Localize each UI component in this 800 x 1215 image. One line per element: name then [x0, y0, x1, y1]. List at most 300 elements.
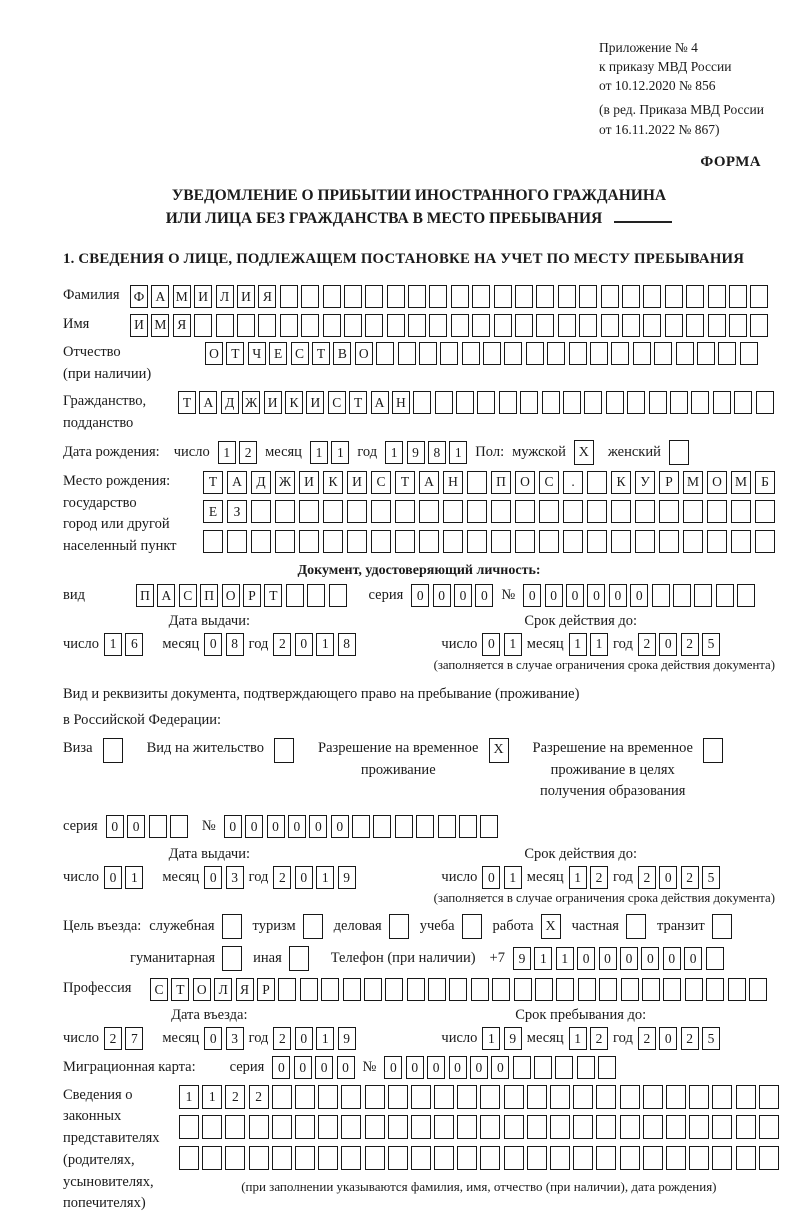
private-checkbox[interactable] [626, 914, 646, 939]
char-cell[interactable] [343, 978, 361, 1001]
char-cell[interactable]: 1 [504, 866, 522, 889]
char-cell[interactable] [729, 314, 747, 337]
char-cell[interactable] [477, 391, 495, 414]
char-cell[interactable]: 0 [587, 584, 605, 607]
char-cell[interactable] [558, 285, 576, 308]
char-cell[interactable] [683, 500, 703, 523]
char-cell[interactable] [579, 314, 597, 337]
char-cell[interactable] [652, 584, 670, 607]
char-cell[interactable] [202, 1146, 222, 1170]
char-cell[interactable]: И [130, 314, 148, 337]
char-cell[interactable] [429, 285, 447, 308]
char-cell[interactable] [550, 1115, 570, 1139]
char-cell[interactable] [759, 1115, 779, 1139]
char-cell[interactable]: Р [257, 978, 275, 1001]
char-cell[interactable] [689, 1115, 709, 1139]
char-cell[interactable] [643, 285, 661, 308]
char-cell[interactable] [323, 500, 343, 523]
char-cell[interactable] [659, 500, 679, 523]
char-cell[interactable] [666, 1085, 686, 1109]
char-cell[interactable]: Ж [242, 391, 260, 414]
char-cell[interactable] [272, 1146, 292, 1170]
char-cell[interactable] [434, 1146, 454, 1170]
char-cell[interactable] [480, 1085, 500, 1109]
char-cell[interactable] [563, 530, 583, 553]
char-cell[interactable] [643, 314, 661, 337]
char-cell[interactable] [341, 1085, 361, 1109]
char-cell[interactable]: 0 [295, 866, 313, 889]
char-cell[interactable]: 0 [433, 584, 451, 607]
char-cell[interactable] [601, 314, 619, 337]
char-cell[interactable] [622, 314, 640, 337]
char-cell[interactable] [407, 978, 425, 1001]
char-cell[interactable] [237, 314, 255, 337]
char-cell[interactable]: И [299, 471, 319, 494]
char-cell[interactable]: О [515, 471, 535, 494]
char-cell[interactable]: Р [243, 584, 261, 607]
char-cell[interactable]: 1 [482, 1027, 500, 1050]
char-cell[interactable]: 1 [569, 1027, 587, 1050]
char-cell[interactable] [411, 1146, 431, 1170]
char-cell[interactable] [694, 584, 712, 607]
char-cell[interactable]: М [731, 471, 751, 494]
char-cell[interactable]: 1 [504, 633, 522, 656]
char-cell[interactable]: 2 [590, 866, 608, 889]
residence-permit-checkbox[interactable] [274, 738, 294, 763]
char-cell[interactable] [504, 342, 522, 365]
char-cell[interactable]: 9 [513, 947, 531, 970]
char-cell[interactable] [683, 530, 703, 553]
char-cell[interactable]: 7 [125, 1027, 143, 1050]
char-cell[interactable]: 2 [681, 1027, 699, 1050]
char-cell[interactable] [467, 471, 487, 494]
char-cell[interactable] [504, 1115, 524, 1139]
char-cell[interactable]: И [306, 391, 324, 414]
char-cell[interactable] [428, 978, 446, 1001]
char-cell[interactable] [388, 1115, 408, 1139]
business-checkbox[interactable] [389, 914, 409, 939]
char-cell[interactable]: 0 [331, 815, 349, 838]
char-cell[interactable] [665, 285, 683, 308]
char-cell[interactable] [321, 978, 339, 1001]
char-cell[interactable] [416, 815, 434, 838]
char-cell[interactable]: 1 [202, 1085, 222, 1109]
char-cell[interactable]: 0 [482, 866, 500, 889]
char-cell[interactable]: 1 [590, 633, 608, 656]
char-cell[interactable] [536, 314, 554, 337]
char-cell[interactable] [323, 314, 341, 337]
char-cell[interactable]: 8 [428, 441, 446, 464]
char-cell[interactable] [376, 342, 394, 365]
char-cell[interactable]: 8 [226, 633, 244, 656]
char-cell[interactable] [202, 1115, 222, 1139]
char-cell[interactable] [275, 500, 295, 523]
char-cell[interactable]: К [611, 471, 631, 494]
char-cell[interactable]: Т [203, 471, 223, 494]
char-cell[interactable] [149, 815, 167, 838]
char-cell[interactable]: Я [236, 978, 254, 1001]
char-cell[interactable]: 0 [449, 1056, 467, 1079]
char-cell[interactable] [341, 1115, 361, 1139]
tourism-checkbox[interactable] [303, 914, 323, 939]
char-cell[interactable] [514, 978, 532, 1001]
char-cell[interactable] [527, 1115, 547, 1139]
char-cell[interactable] [536, 285, 554, 308]
char-cell[interactable] [494, 285, 512, 308]
char-cell[interactable] [573, 1146, 593, 1170]
char-cell[interactable]: 2 [638, 633, 656, 656]
char-cell[interactable] [280, 314, 298, 337]
char-cell[interactable]: . [563, 471, 583, 494]
char-cell[interactable] [659, 530, 679, 553]
char-cell[interactable] [286, 584, 304, 607]
char-cell[interactable] [323, 285, 341, 308]
char-cell[interactable] [347, 500, 367, 523]
char-cell[interactable]: О [193, 978, 211, 1001]
char-cell[interactable] [515, 285, 533, 308]
char-cell[interactable]: 0 [659, 633, 677, 656]
char-cell[interactable] [462, 342, 480, 365]
char-cell[interactable] [203, 530, 223, 553]
char-cell[interactable] [443, 530, 463, 553]
char-cell[interactable]: 2 [681, 866, 699, 889]
work-checkbox[interactable]: X [541, 914, 561, 939]
char-cell[interactable] [434, 1115, 454, 1139]
char-cell[interactable] [395, 500, 415, 523]
char-cell[interactable] [483, 342, 501, 365]
char-cell[interactable]: 1 [534, 947, 552, 970]
char-cell[interactable] [598, 1056, 616, 1079]
char-cell[interactable]: Т [178, 391, 196, 414]
char-cell[interactable]: Я [173, 314, 191, 337]
char-cell[interactable] [550, 1146, 570, 1170]
char-cell[interactable] [731, 530, 751, 553]
char-cell[interactable]: Т [349, 391, 367, 414]
char-cell[interactable]: С [539, 471, 559, 494]
char-cell[interactable]: 5 [702, 633, 720, 656]
char-cell[interactable] [689, 1085, 709, 1109]
char-cell[interactable] [573, 1115, 593, 1139]
char-cell[interactable] [520, 391, 538, 414]
char-cell[interactable] [419, 530, 439, 553]
char-cell[interactable] [413, 391, 431, 414]
char-cell[interactable] [395, 815, 413, 838]
char-cell[interactable] [621, 978, 639, 1001]
char-cell[interactable]: А [419, 471, 439, 494]
char-cell[interactable]: 2 [273, 633, 291, 656]
char-cell[interactable]: М [173, 285, 191, 308]
char-cell[interactable]: 0 [204, 866, 222, 889]
char-cell[interactable]: 9 [504, 1027, 522, 1050]
char-cell[interactable] [457, 1085, 477, 1109]
female-checkbox[interactable] [669, 440, 689, 465]
char-cell[interactable] [480, 815, 498, 838]
char-cell[interactable]: 6 [125, 633, 143, 656]
char-cell[interactable]: 0 [641, 947, 659, 970]
char-cell[interactable]: 2 [590, 1027, 608, 1050]
char-cell[interactable] [596, 1085, 616, 1109]
char-cell[interactable]: 1 [310, 441, 328, 464]
char-cell[interactable] [712, 1115, 732, 1139]
char-cell[interactable] [480, 1115, 500, 1139]
char-cell[interactable] [344, 285, 362, 308]
char-cell[interactable] [665, 314, 683, 337]
char-cell[interactable] [295, 1085, 315, 1109]
char-cell[interactable] [578, 978, 596, 1001]
char-cell[interactable] [590, 342, 608, 365]
char-cell[interactable]: 0 [454, 584, 472, 607]
char-cell[interactable] [341, 1146, 361, 1170]
char-cell[interactable]: Ч [248, 342, 266, 365]
char-cell[interactable]: 0 [384, 1056, 402, 1079]
char-cell[interactable] [299, 530, 319, 553]
char-cell[interactable]: 0 [104, 866, 122, 889]
char-cell[interactable] [411, 1085, 431, 1109]
char-cell[interactable] [676, 342, 694, 365]
male-checkbox[interactable]: X [574, 440, 594, 465]
char-cell[interactable] [670, 391, 688, 414]
char-cell[interactable]: 2 [225, 1085, 245, 1109]
char-cell[interactable] [685, 978, 703, 1001]
char-cell[interactable] [569, 342, 587, 365]
char-cell[interactable] [686, 314, 704, 337]
char-cell[interactable] [216, 314, 234, 337]
char-cell[interactable]: Е [203, 500, 223, 523]
char-cell[interactable] [170, 815, 188, 838]
char-cell[interactable] [301, 285, 319, 308]
char-cell[interactable]: З [227, 500, 247, 523]
char-cell[interactable] [299, 500, 319, 523]
char-cell[interactable] [697, 342, 715, 365]
char-cell[interactable] [731, 500, 751, 523]
char-cell[interactable] [596, 1146, 616, 1170]
char-cell[interactable] [387, 314, 405, 337]
char-cell[interactable] [480, 1146, 500, 1170]
char-cell[interactable]: Л [214, 978, 232, 1001]
study-checkbox[interactable] [462, 914, 482, 939]
char-cell[interactable] [643, 1115, 663, 1139]
char-cell[interactable] [527, 1085, 547, 1109]
char-cell[interactable] [365, 285, 383, 308]
char-cell[interactable] [373, 815, 391, 838]
char-cell[interactable] [388, 1085, 408, 1109]
char-cell[interactable] [318, 1115, 338, 1139]
char-cell[interactable] [755, 530, 775, 553]
char-cell[interactable] [435, 391, 453, 414]
char-cell[interactable] [491, 530, 511, 553]
char-cell[interactable] [713, 391, 731, 414]
other-checkbox[interactable] [289, 946, 309, 971]
char-cell[interactable]: 0 [630, 584, 648, 607]
char-cell[interactable] [398, 342, 416, 365]
char-cell[interactable] [408, 285, 426, 308]
char-cell[interactable]: С [371, 471, 391, 494]
char-cell[interactable] [467, 530, 487, 553]
char-cell[interactable] [307, 584, 325, 607]
char-cell[interactable] [708, 285, 726, 308]
char-cell[interactable]: 0 [663, 947, 681, 970]
char-cell[interactable] [737, 584, 755, 607]
char-cell[interactable]: 9 [407, 441, 425, 464]
char-cell[interactable] [499, 391, 517, 414]
char-cell[interactable] [438, 815, 456, 838]
char-cell[interactable] [411, 1115, 431, 1139]
char-cell[interactable]: Т [226, 342, 244, 365]
char-cell[interactable] [451, 285, 469, 308]
char-cell[interactable]: О [205, 342, 223, 365]
char-cell[interactable] [535, 978, 553, 1001]
char-cell[interactable] [251, 500, 271, 523]
char-cell[interactable] [347, 530, 367, 553]
char-cell[interactable]: 2 [638, 1027, 656, 1050]
official-checkbox[interactable] [222, 914, 242, 939]
char-cell[interactable]: 0 [204, 1027, 222, 1050]
char-cell[interactable] [494, 314, 512, 337]
char-cell[interactable] [539, 530, 559, 553]
char-cell[interactable] [542, 391, 560, 414]
char-cell[interactable]: 2 [638, 866, 656, 889]
char-cell[interactable] [471, 978, 489, 1001]
char-cell[interactable] [456, 391, 474, 414]
char-cell[interactable]: 2 [273, 1027, 291, 1050]
char-cell[interactable] [579, 285, 597, 308]
char-cell[interactable]: 1 [385, 441, 403, 464]
char-cell[interactable]: 0 [411, 584, 429, 607]
char-cell[interactable]: 0 [224, 815, 242, 838]
char-cell[interactable] [547, 342, 565, 365]
char-cell[interactable] [759, 1085, 779, 1109]
char-cell[interactable] [620, 1146, 640, 1170]
char-cell[interactable] [729, 285, 747, 308]
temporary-residence-permit-education-checkbox[interactable] [703, 738, 723, 763]
char-cell[interactable] [750, 314, 768, 337]
char-cell[interactable]: А [157, 584, 175, 607]
char-cell[interactable]: 0 [309, 815, 327, 838]
char-cell[interactable] [750, 285, 768, 308]
char-cell[interactable]: 3 [226, 1027, 244, 1050]
char-cell[interactable] [419, 500, 439, 523]
char-cell[interactable] [666, 1146, 686, 1170]
char-cell[interactable] [673, 584, 691, 607]
char-cell[interactable]: 0 [482, 633, 500, 656]
char-cell[interactable] [736, 1115, 756, 1139]
char-cell[interactable] [620, 1085, 640, 1109]
char-cell[interactable] [736, 1146, 756, 1170]
char-cell[interactable] [295, 1115, 315, 1139]
char-cell[interactable]: Я [258, 285, 276, 308]
char-cell[interactable] [749, 978, 767, 1001]
char-cell[interactable]: 9 [338, 866, 356, 889]
char-cell[interactable] [712, 1085, 732, 1109]
char-cell[interactable] [365, 1146, 385, 1170]
char-cell[interactable] [225, 1146, 245, 1170]
char-cell[interactable]: 0 [294, 1056, 312, 1079]
char-cell[interactable] [686, 285, 704, 308]
char-cell[interactable] [365, 1115, 385, 1139]
char-cell[interactable]: 1 [218, 441, 236, 464]
char-cell[interactable] [225, 1115, 245, 1139]
char-cell[interactable]: К [285, 391, 303, 414]
char-cell[interactable] [649, 391, 667, 414]
char-cell[interactable] [712, 1146, 732, 1170]
char-cell[interactable] [440, 342, 458, 365]
char-cell[interactable]: В [333, 342, 351, 365]
char-cell[interactable]: Е [269, 342, 287, 365]
char-cell[interactable]: С [328, 391, 346, 414]
char-cell[interactable] [527, 1146, 547, 1170]
char-cell[interactable] [451, 314, 469, 337]
char-cell[interactable] [323, 530, 343, 553]
char-cell[interactable] [443, 500, 463, 523]
char-cell[interactable] [756, 391, 774, 414]
char-cell[interactable]: И [347, 471, 367, 494]
char-cell[interactable] [558, 314, 576, 337]
char-cell[interactable] [622, 285, 640, 308]
char-cell[interactable]: О [222, 584, 240, 607]
char-cell[interactable] [278, 978, 296, 1001]
char-cell[interactable]: 1 [556, 947, 574, 970]
char-cell[interactable]: 0 [620, 947, 638, 970]
char-cell[interactable]: И [237, 285, 255, 308]
char-cell[interactable] [258, 314, 276, 337]
char-cell[interactable]: Т [312, 342, 330, 365]
char-cell[interactable] [596, 1115, 616, 1139]
char-cell[interactable] [179, 1146, 199, 1170]
char-cell[interactable]: Д [221, 391, 239, 414]
char-cell[interactable]: 0 [577, 947, 595, 970]
char-cell[interactable] [179, 1115, 199, 1139]
char-cell[interactable] [467, 500, 487, 523]
char-cell[interactable]: Д [251, 471, 271, 494]
char-cell[interactable]: 0 [406, 1056, 424, 1079]
char-cell[interactable] [573, 1085, 593, 1109]
char-cell[interactable] [654, 342, 672, 365]
char-cell[interactable] [365, 314, 383, 337]
char-cell[interactable] [329, 584, 347, 607]
char-cell[interactable] [550, 1085, 570, 1109]
char-cell[interactable]: Т [264, 584, 282, 607]
char-cell[interactable] [707, 500, 727, 523]
char-cell[interactable] [387, 285, 405, 308]
char-cell[interactable] [385, 978, 403, 1001]
char-cell[interactable] [364, 978, 382, 1001]
char-cell[interactable] [515, 314, 533, 337]
char-cell[interactable] [734, 391, 752, 414]
char-cell[interactable] [457, 1115, 477, 1139]
char-cell[interactable]: 0 [427, 1056, 445, 1079]
char-cell[interactable]: А [371, 391, 389, 414]
char-cell[interactable] [300, 978, 318, 1001]
char-cell[interactable] [611, 342, 629, 365]
char-cell[interactable]: А [151, 285, 169, 308]
char-cell[interactable] [587, 471, 607, 494]
char-cell[interactable] [534, 1056, 552, 1079]
char-cell[interactable]: Л [216, 285, 234, 308]
char-cell[interactable]: 1 [316, 866, 334, 889]
char-cell[interactable]: 5 [702, 1027, 720, 1050]
char-cell[interactable]: М [683, 471, 703, 494]
char-cell[interactable]: Ф [130, 285, 148, 308]
char-cell[interactable]: 0 [475, 584, 493, 607]
char-cell[interactable] [643, 1146, 663, 1170]
char-cell[interactable] [280, 285, 298, 308]
char-cell[interactable]: И [194, 285, 212, 308]
char-cell[interactable] [515, 530, 535, 553]
char-cell[interactable] [627, 391, 645, 414]
char-cell[interactable] [227, 530, 247, 553]
char-cell[interactable] [643, 1085, 663, 1109]
char-cell[interactable] [429, 314, 447, 337]
